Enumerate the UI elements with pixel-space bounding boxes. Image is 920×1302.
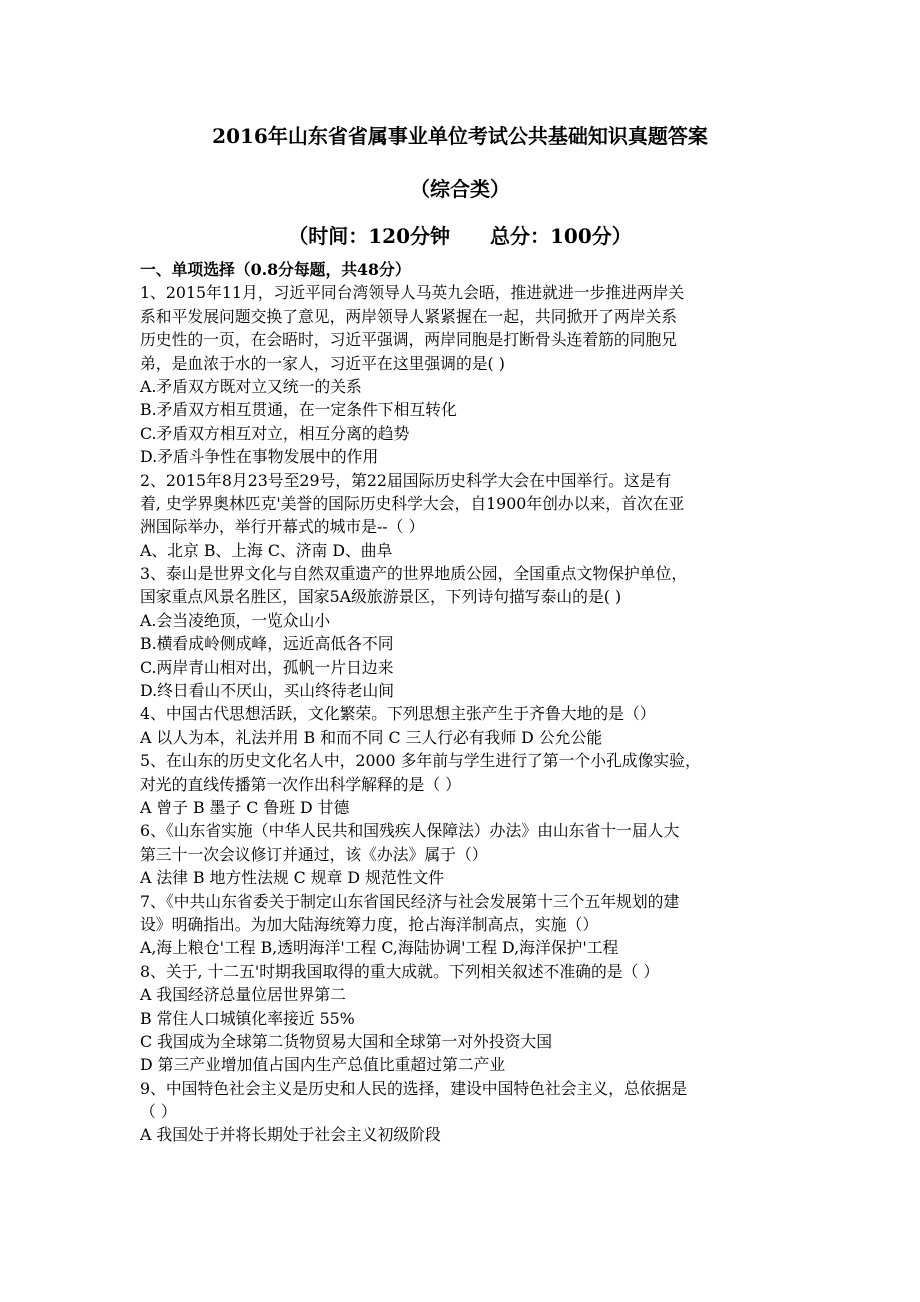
text-line: B.矛盾双方相互贯通，在一定条件下相互转化 bbox=[140, 400, 457, 420]
text-line: C.矛盾双方相互对立，相互分离的趋势 bbox=[140, 423, 410, 443]
text-line: 弟，是血浓于水的一家人，习近平在这里强调的是( ) bbox=[140, 353, 505, 373]
text-line: 设》明确指出。为加大陆海统筹力度，抢占海洋制高点，实施（） bbox=[140, 914, 599, 934]
text-line: 第三十一次会议修订并通过，该《办法》属于（） bbox=[140, 844, 488, 864]
text-line: 历史性的一页，在会晤时，习近平强调，两岸同胞是打断骨头连着筋的同胞兄 bbox=[140, 330, 678, 350]
text-line: B.横看成岭侧成峰，远近高低各不同 bbox=[140, 634, 394, 654]
exam-time-info: （时间：120分钟 总分：100分） bbox=[288, 224, 632, 248]
text-line: D 第三产业增加值占国内生产总值比重超过第二产业 bbox=[140, 1055, 506, 1075]
text-line: D.矛盾斗争性在事物发展中的作用 bbox=[140, 447, 379, 467]
text-line: C 我国成为全球第二货物贸易大国和全球第一对外投资大国 bbox=[140, 1031, 553, 1051]
text-line: 4、中国古代思想活跃，文化繁荣。下列思想主张产生于齐鲁大地的是（） bbox=[140, 704, 656, 724]
text-line: 对光的直线传播第一次作出科学解释的是（ ） bbox=[140, 774, 461, 794]
document-subtitle: （综合类） bbox=[410, 177, 510, 201]
text-line: A 以人为本，礼法并用 B 和而不同 C 三人行必有我师 D 公允公能 bbox=[140, 727, 603, 747]
document-body bbox=[140, 258, 785, 1147]
text-line: A,海上粮仓'工程 B,透明海洋'工程 C,海陆协调'工程 D,海洋保护'工程 bbox=[140, 938, 619, 958]
text-line: 3、泰山是世界文化与自然双重遗产的世界地质公园，全国重点文物保护单位， bbox=[140, 564, 688, 584]
text-line: 5、在山东的历史文化名人中，2000 多年前与学生进行了第一个小孔成像实验， bbox=[140, 751, 701, 771]
text-line: 6、《山东省实施（中华人民共和国残疾人保障法）办法》由山东省十一届人大 bbox=[140, 821, 680, 841]
question-lines bbox=[140, 281, 785, 1146]
text-line: A、北京 B、上海 C、济南 D、曲阜 bbox=[140, 540, 393, 560]
text-line: C.两岸青山相对出，孤帆一片日边来 bbox=[140, 657, 394, 677]
text-line: A.矛盾双方既对立又统一的关系 bbox=[140, 376, 362, 396]
text-line: A.会当凌绝顶，一览众山小 bbox=[140, 610, 331, 630]
text-line: 8、关于, 十二五'时期我国取得的重大成就。下列相关叙述不准确的是（ ） bbox=[140, 961, 660, 981]
text-line: 系和平发展问题交换了意见，两岸领导人紧紧握在一起，共同掀开了两岸关系 bbox=[140, 306, 678, 326]
text-line: 国家重点风景名胜区，国家5A级旅游景区，下列诗句描写泰山的是( ) bbox=[140, 587, 622, 607]
text-line: D.终日看山不厌山，买山终待老山间 bbox=[140, 681, 395, 701]
section-heading: 一、单项选择（0.8分每题，共48分） bbox=[140, 260, 411, 279]
text-line: A 法律 B 地方性法规 C 规章 D 规范性文件 bbox=[140, 868, 445, 888]
text-line: B 常住人口城镇化率接近 55% bbox=[140, 1008, 355, 1028]
text-line: 2、2015年8月23号至29号，第22届国际历史科学大会在中国举行。这是有 bbox=[140, 470, 672, 490]
text-line: A 我国经济总量位居世界第二 bbox=[140, 985, 346, 1005]
text-line: A 我国处于并将长期处于社会主义初级阶段 bbox=[140, 1125, 441, 1145]
text-line: 7、《中共山东省委关于制定山东省国民经济与社会发展第十三个五年规划的建 bbox=[140, 891, 680, 911]
text-line: A 曾子 B 墨子 C 鲁班 D 甘德 bbox=[140, 797, 350, 817]
text-line: 洲国际举办，举行开幕式的城市是--（ ） bbox=[140, 517, 425, 537]
document-title: 2016年山东省省属事业单位考试公共基础知识真题答案 bbox=[212, 124, 708, 148]
text-line: 着, 史学界奥林匹克'美誉的国际历史科学大会，自1900年创办以来，首次在亚 bbox=[140, 493, 685, 513]
text-line: 1、2015年11月，习近平同台湾领导人马英九会晤，推进就进一步推进两岸关 bbox=[140, 283, 685, 303]
text-line: 9、中国特色社会主义是历史和人民的选择，建设中国特色社会主义，总依据是 bbox=[140, 1078, 688, 1098]
text-line: （ ） bbox=[140, 1102, 177, 1122]
